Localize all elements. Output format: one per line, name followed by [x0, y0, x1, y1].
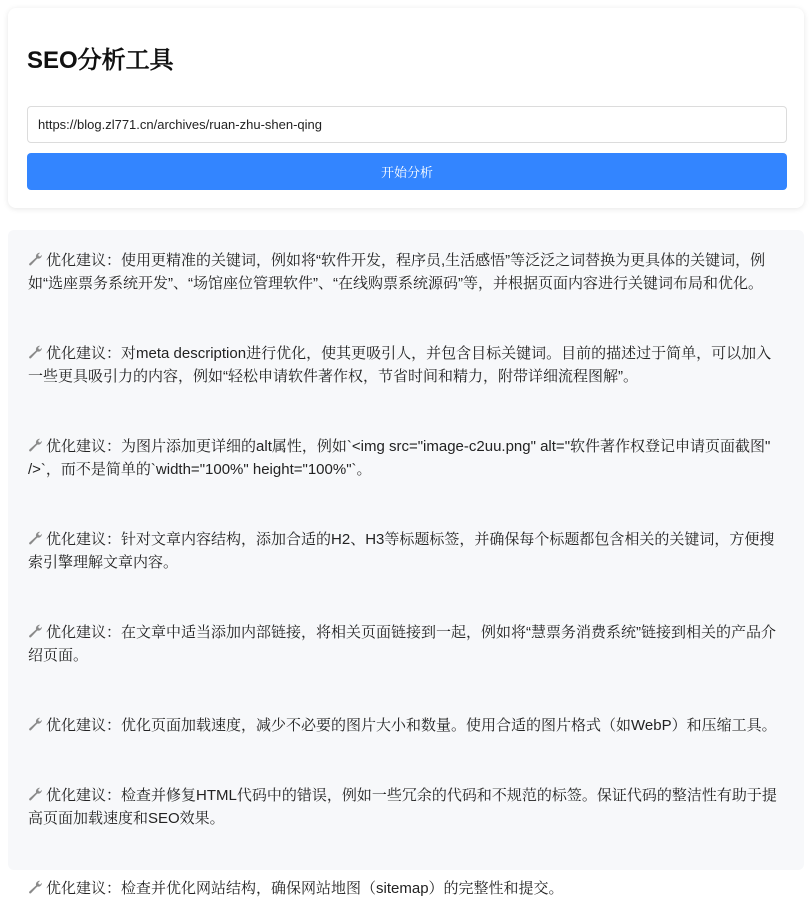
suggestion-item: [28, 435, 784, 481]
suggestion-item: [28, 342, 784, 388]
suggestion-item: [28, 877, 784, 900]
suggestion-item: [28, 714, 784, 737]
analyze-button[interactable]: 开始分析: [27, 153, 787, 190]
suggestion-item: [28, 784, 784, 830]
suggestion-label: 优化建议：: [46, 252, 122, 269]
suggestion-label: 优化建议：: [46, 717, 122, 734]
page-title: SEO分析工具: [27, 47, 174, 74]
wrench-icon: [28, 438, 44, 452]
suggestion-text: 对meta description进行优化，使其更吸引人，并包含目标关键词。目前的描述过于简单，可以加入一些更具吸引力的内容，例如“轻松申请软件著作权，节省时间和精力，附带详细流程图解”。: [28, 345, 772, 385]
results-panel: [8, 230, 804, 897]
wrench-icon: [28, 787, 44, 801]
suggestion-label: 优化建议：: [46, 787, 122, 804]
suggestion-label: 优化建议：: [46, 345, 122, 362]
suggestion-label: 优化建议：: [46, 531, 122, 548]
suggestion-item: [28, 249, 784, 295]
suggestion-label: 优化建议：: [46, 438, 122, 455]
suggestion-label: 优化建议：: [46, 624, 122, 641]
suggestion-item: [28, 528, 784, 574]
suggestion-item: [28, 621, 784, 667]
wrench-icon: [28, 345, 44, 359]
wrench-icon: [28, 252, 44, 266]
url-input[interactable]: [27, 106, 787, 143]
wrench-icon: [28, 717, 44, 731]
wrench-icon: [28, 531, 44, 545]
suggestion-text: 检查并修复HTML代码中的错误，例如一些冗余的代码和不规范的标签。保证代码的整洁性有助于提高页面加载速度和SEO效果。: [28, 787, 777, 827]
suggestion-label: 优化建议：: [46, 880, 122, 897]
suggestion-text: 针对文章内容结构，添加合适的H2、H3等标题标签，并确保每个标题都包含相关的关键词，方便搜索引擎理解文章内容。: [28, 531, 775, 571]
suggestion-text: 为图片添加更详细的alt属性，例如`<img src="image-c2uu.png" alt="软件著作权登记申请页面截图" />`，而不是简单的`width="100%" height="100%"`。: [28, 438, 771, 478]
suggestion-text: 使用更精准的关键词，例如将“软件开发，程序员,生活感悟”等泛泛之词替换为更具体的关键词，例如“选座票务系统开发”、“场馆座位管理软件”、“在线购票系统源码”等，并根据页面内容进行关键词布局和优化。: [28, 252, 766, 292]
wrench-icon: [28, 880, 44, 894]
suggestion-text: 优化页面加载速度，减少不必要的图片大小和数量。使用合适的图片格式（如WebP）和压缩工具。: [121, 717, 777, 734]
wrench-icon: [28, 624, 44, 638]
suggestion-text: 检查并优化网站结构，确保网站地图（sitemap）的完整性和提交。: [121, 880, 564, 897]
suggestion-text: 在文章中适当添加内部链接，将相关页面链接到一起，例如将“慧票务消费系统”链接到相关的产品介绍页面。: [28, 624, 777, 664]
seo-tool-card: [8, 8, 804, 208]
